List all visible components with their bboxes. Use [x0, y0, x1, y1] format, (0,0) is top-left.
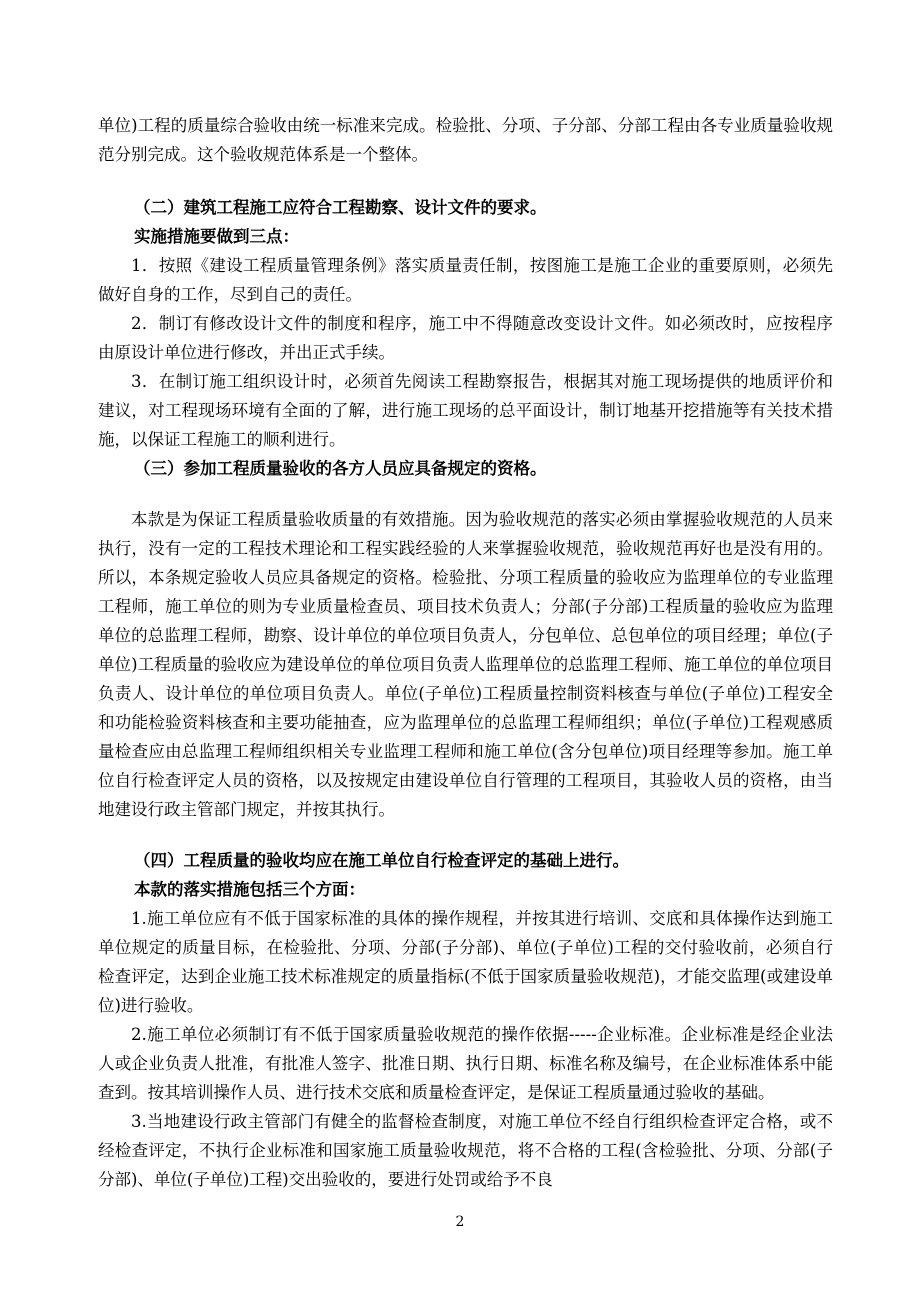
spacer: [98, 483, 833, 505]
section-2-item-1: 1．按照《建设工程质量管理条例》落实质量责任制，按图施工是施工企业的重要原则，必须先做好自身的工作，尽到自己的责任。: [98, 256, 833, 304]
section-4-heading: （四）工程质量的验收均应在施工单位自行检查评定的基础上进行。: [134, 851, 629, 870]
section-2-item-3: 3．在制订施工组织设计时，必须首先阅读工程勘察报告，根据其对施工现场提供的地质评价和建议，对工程现场环境有全面的了解，进行施工现场的总平面设计，制订地基开挖措施等有关技术措施，以保证工程施工的顺利进行。: [98, 372, 833, 449]
section-4-item-2: 2.施工单位必须制订有不低于国家质量验收规范的操作依据-----企业标准。企业标准是经企业法人或企业负责人批准，有批准人签字、批准日期、执行日期、标准名称及编号，在企业标准体系中能查到。按其培训操作人员、进行技术交底和质量检查评定，是保证工程质量通过验收的基础。: [98, 1025, 833, 1102]
section-4-subheading: 本款的落实措施包括三个方面：: [134, 880, 365, 899]
section-2-heading: （二）建筑工程施工应符合工程勘察、设计文件的要求。: [134, 198, 547, 217]
section-4-item-3: 3.当地建设行政主管部门有健全的监督检查制度，对施工单位不经自行组织检查评定合格，或不经检查评定，不执行企业标准和国家施工质量验收规范，将不合格的工程(含检验批、分项、分部(子分部)、单位(子单位)工程)交出验收的，要进行处罚或给予不良: [98, 1112, 833, 1189]
page-number: 2: [455, 1214, 465, 1230]
section-3-body: 本款是为保证工程质量验收质量的有效措施。因为验收规范的落实必须由掌握验收规范的人员来执行，没有一定的工程技术理论和工程实践经验的人来掌握验收规范，验收规范再好也是没有用的。所以，本条规定验收人员应具备规定的资格。检验批、分项工程质量的验收应为监理单位的专业监理工程师，施工单位的则为专业质量检查员、项目技术负责人；分部(子分部)工程质量的验收应为监理单位的总监理工程师，勘察、设计单位的单位项目负责人，分包单位、总包单位的项目经理；单位(子单位)工程质量的验收应为建设单位的单位项目负责人监理单位的总监理工程师、施工单位的单位项目负责人、设计单位的单位项目负责人。单位(子单位)工程质量控制资料核查与单位(子单位)工程安全和功能检验资料核查和主要功能抽查，应为监理单位的总监理工程师组织；单位(子单位)工程观感质量检查应由总监理工程师组织相关专业监理工程师和施工单位(含分包单位)项目经理等参加。施工单位自行检查评定人员的资格，以及按规定由建设单位自行管理的工程项目，其验收人员的资格，由当地建设行政主管部门规定，并按其执行。: [98, 510, 833, 819]
section-4: [98, 846, 833, 1194]
spacer: [98, 169, 833, 193]
section-2-item-2: 2．制订有修改设计文件的制度和程序，施工中不得随意改变设计文件。如必须改时，应按程序由原设计单位进行修改，并出正式手续。: [98, 314, 833, 362]
intro-paragraph: 单位)工程的质量综合验收由统一标准来完成。检验批、分项、子分部、分部工程由各专业质量验收规范分别完成。这个验收规范体系是一个整体。: [98, 116, 833, 164]
section-2: [98, 193, 833, 454]
spacer: [98, 824, 833, 846]
section-3: [98, 454, 833, 824]
section-2-subheading: 实施措施要做到三点：: [134, 227, 299, 246]
section-3-heading: （三）参加工程质量验收的各方人员应具备规定的资格。: [134, 459, 547, 478]
document-page: [98, 111, 833, 1194]
section-4-item-1: 1.施工单位应有不低于国家标准的具体的操作规程，并按其进行培训、交底和具体操作达到施工单位规定的质量目标，在检验批、分项、分部(子分部)、单位(子单位)工程的交付验收前，必须自行检查评定，达到企业施工技术标准规定的质量指标(不低于国家质量验收规范)，才能交监理(或建设单位)进行验收。: [98, 909, 833, 1015]
